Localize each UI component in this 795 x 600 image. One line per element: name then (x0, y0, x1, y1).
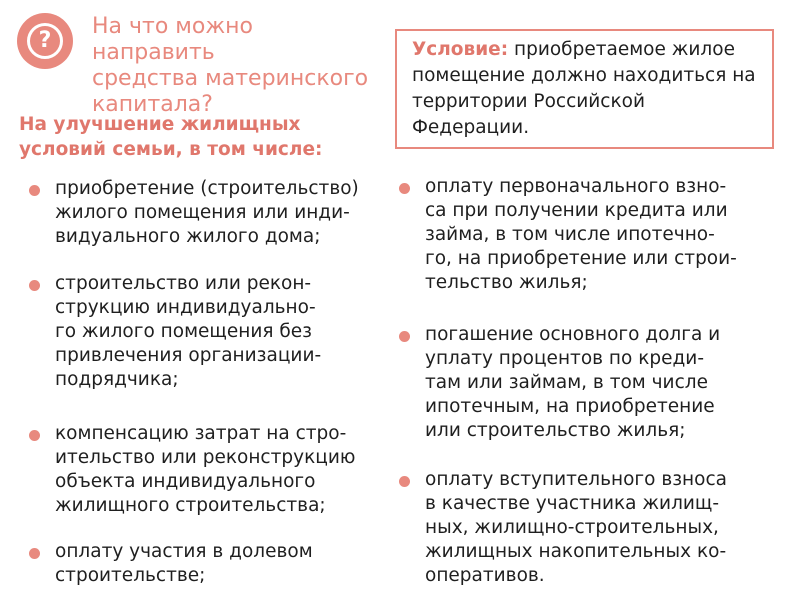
list-item-line: струкцию индивидуально- (55, 297, 316, 318)
list-item-line: ипотечным, на приобретение (425, 396, 715, 417)
page-heading (92, 14, 382, 118)
heading-line: средства материнского (92, 66, 369, 91)
list-item-line: жилищного строительства; (55, 495, 326, 516)
list-item-line: строительство или рекон- (55, 273, 312, 294)
list-item-line: ительство или реконструкцию (55, 447, 356, 468)
condition-box (395, 29, 774, 149)
bullet-dot (29, 430, 40, 441)
heading-line: капитала? (92, 92, 213, 117)
question-mark-icon: ? (17, 13, 73, 69)
list-item-line: видуального жилого дома; (55, 226, 321, 247)
left-list-item (55, 177, 359, 249)
section-subheading (19, 112, 349, 162)
list-item-line: займа, в том числе ипотечно- (425, 224, 715, 245)
list-item-line: объекта индивидуального (55, 471, 316, 492)
list-item-line: го жилого помещения без (55, 321, 312, 342)
list-item-line: оплату участия в долевом (55, 541, 313, 562)
left-list-item (55, 422, 355, 518)
condition-line: помещение должно находиться на (412, 65, 756, 86)
right-list-item (425, 175, 737, 295)
bullet-dot (29, 185, 40, 196)
condition-line (412, 37, 758, 63)
bullet-dot (29, 280, 40, 291)
bullet-dot (29, 548, 40, 559)
list-item-line: ных, жилищно-строительных, (425, 517, 719, 538)
condition-label: Условие: (412, 39, 509, 60)
list-item-line: го, на приобретение или строи- (425, 248, 737, 269)
list-item-line: оперативов. (425, 565, 545, 586)
condition-line: территории Российской (412, 91, 645, 112)
left-list-item (55, 272, 321, 392)
list-item-line: жилищных накопительных ко- (425, 541, 727, 562)
list-item-line: тельство жилья; (425, 272, 588, 293)
list-item-line: оплату вступительного взноса (425, 469, 727, 490)
right-list-item (425, 468, 727, 588)
heading-line: На что можно направить (92, 14, 254, 65)
list-item-line: там или займам, в том числе (425, 372, 708, 393)
list-item-line: са при получении кредита или (425, 200, 728, 221)
list-item-line: погашение основного долга и (425, 324, 721, 345)
subheading-line: условий семьи, в том числе: (19, 139, 323, 160)
list-item-line: оплату первоначального взно- (425, 176, 727, 197)
bullet-dot (399, 331, 410, 342)
list-item-line: жилого помещения или инди- (55, 202, 350, 223)
condition-text: приобретаемое жилое (508, 39, 735, 60)
list-item-line: приобретение (строительство) (55, 178, 359, 199)
list-item-line: компенсацию затрат на стро- (55, 423, 347, 444)
right-list-item (425, 323, 720, 443)
condition-line: Федерации. (412, 117, 530, 138)
list-item-line: в качестве участника жилищ- (425, 493, 720, 514)
bullet-dot (399, 476, 410, 487)
list-item-line: строительстве; (55, 565, 206, 586)
list-item-line: привлечения организации- (55, 345, 322, 366)
bullet-dot (399, 183, 410, 194)
left-list-item (55, 540, 313, 588)
list-item-line: подрядчика; (55, 369, 179, 390)
list-item-line: уплату процентов по креди- (425, 348, 704, 369)
subheading-line: На улучшение жилищных (19, 114, 301, 135)
list-item-line: или строительство жилья; (425, 420, 686, 441)
